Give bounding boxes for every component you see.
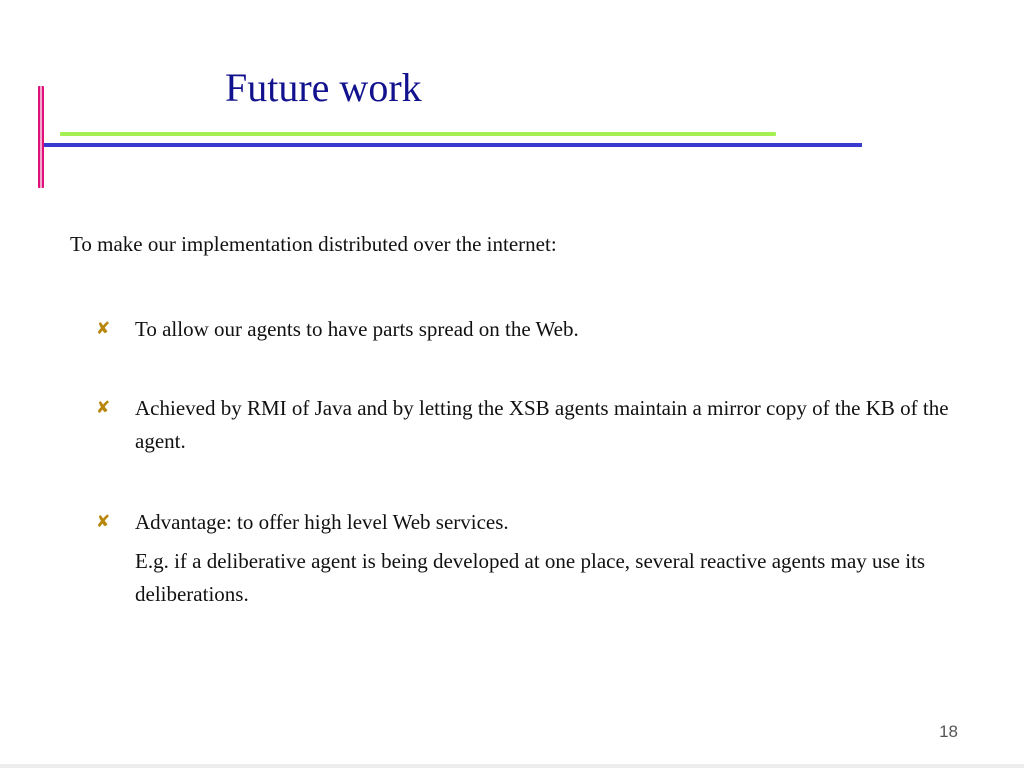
decorative-vertical-bar-highlight	[40, 86, 42, 188]
page-number: 18	[939, 722, 958, 741]
bullet-sub-text: E.g. if a deliberative agent is being developed at one place, several reactive agents may use its deliberations.	[135, 549, 926, 606]
bullet-text: Advantage: to offer high level Web services.	[135, 510, 509, 534]
decorative-green-line	[60, 132, 776, 136]
x-mark-icon: ✘	[96, 319, 111, 339]
bullet-item	[96, 313, 976, 347]
bullet-text: To allow our agents to have parts spread on the Web.	[135, 317, 579, 341]
bullet-text: Achieved by RMI of Java and by letting the XSB agents maintain a mirror copy of the KB of the agent.	[135, 396, 949, 453]
slide-title: Future work	[225, 65, 422, 110]
bullet-item	[96, 392, 976, 460]
intro-text: To make our implementation distributed over the internet:	[70, 232, 557, 256]
bottom-band	[0, 764, 1024, 768]
decorative-blue-line	[44, 143, 862, 147]
x-mark-icon: ✘	[96, 398, 111, 418]
x-mark-icon: ✘	[96, 512, 111, 532]
bullet-item	[96, 506, 976, 540]
